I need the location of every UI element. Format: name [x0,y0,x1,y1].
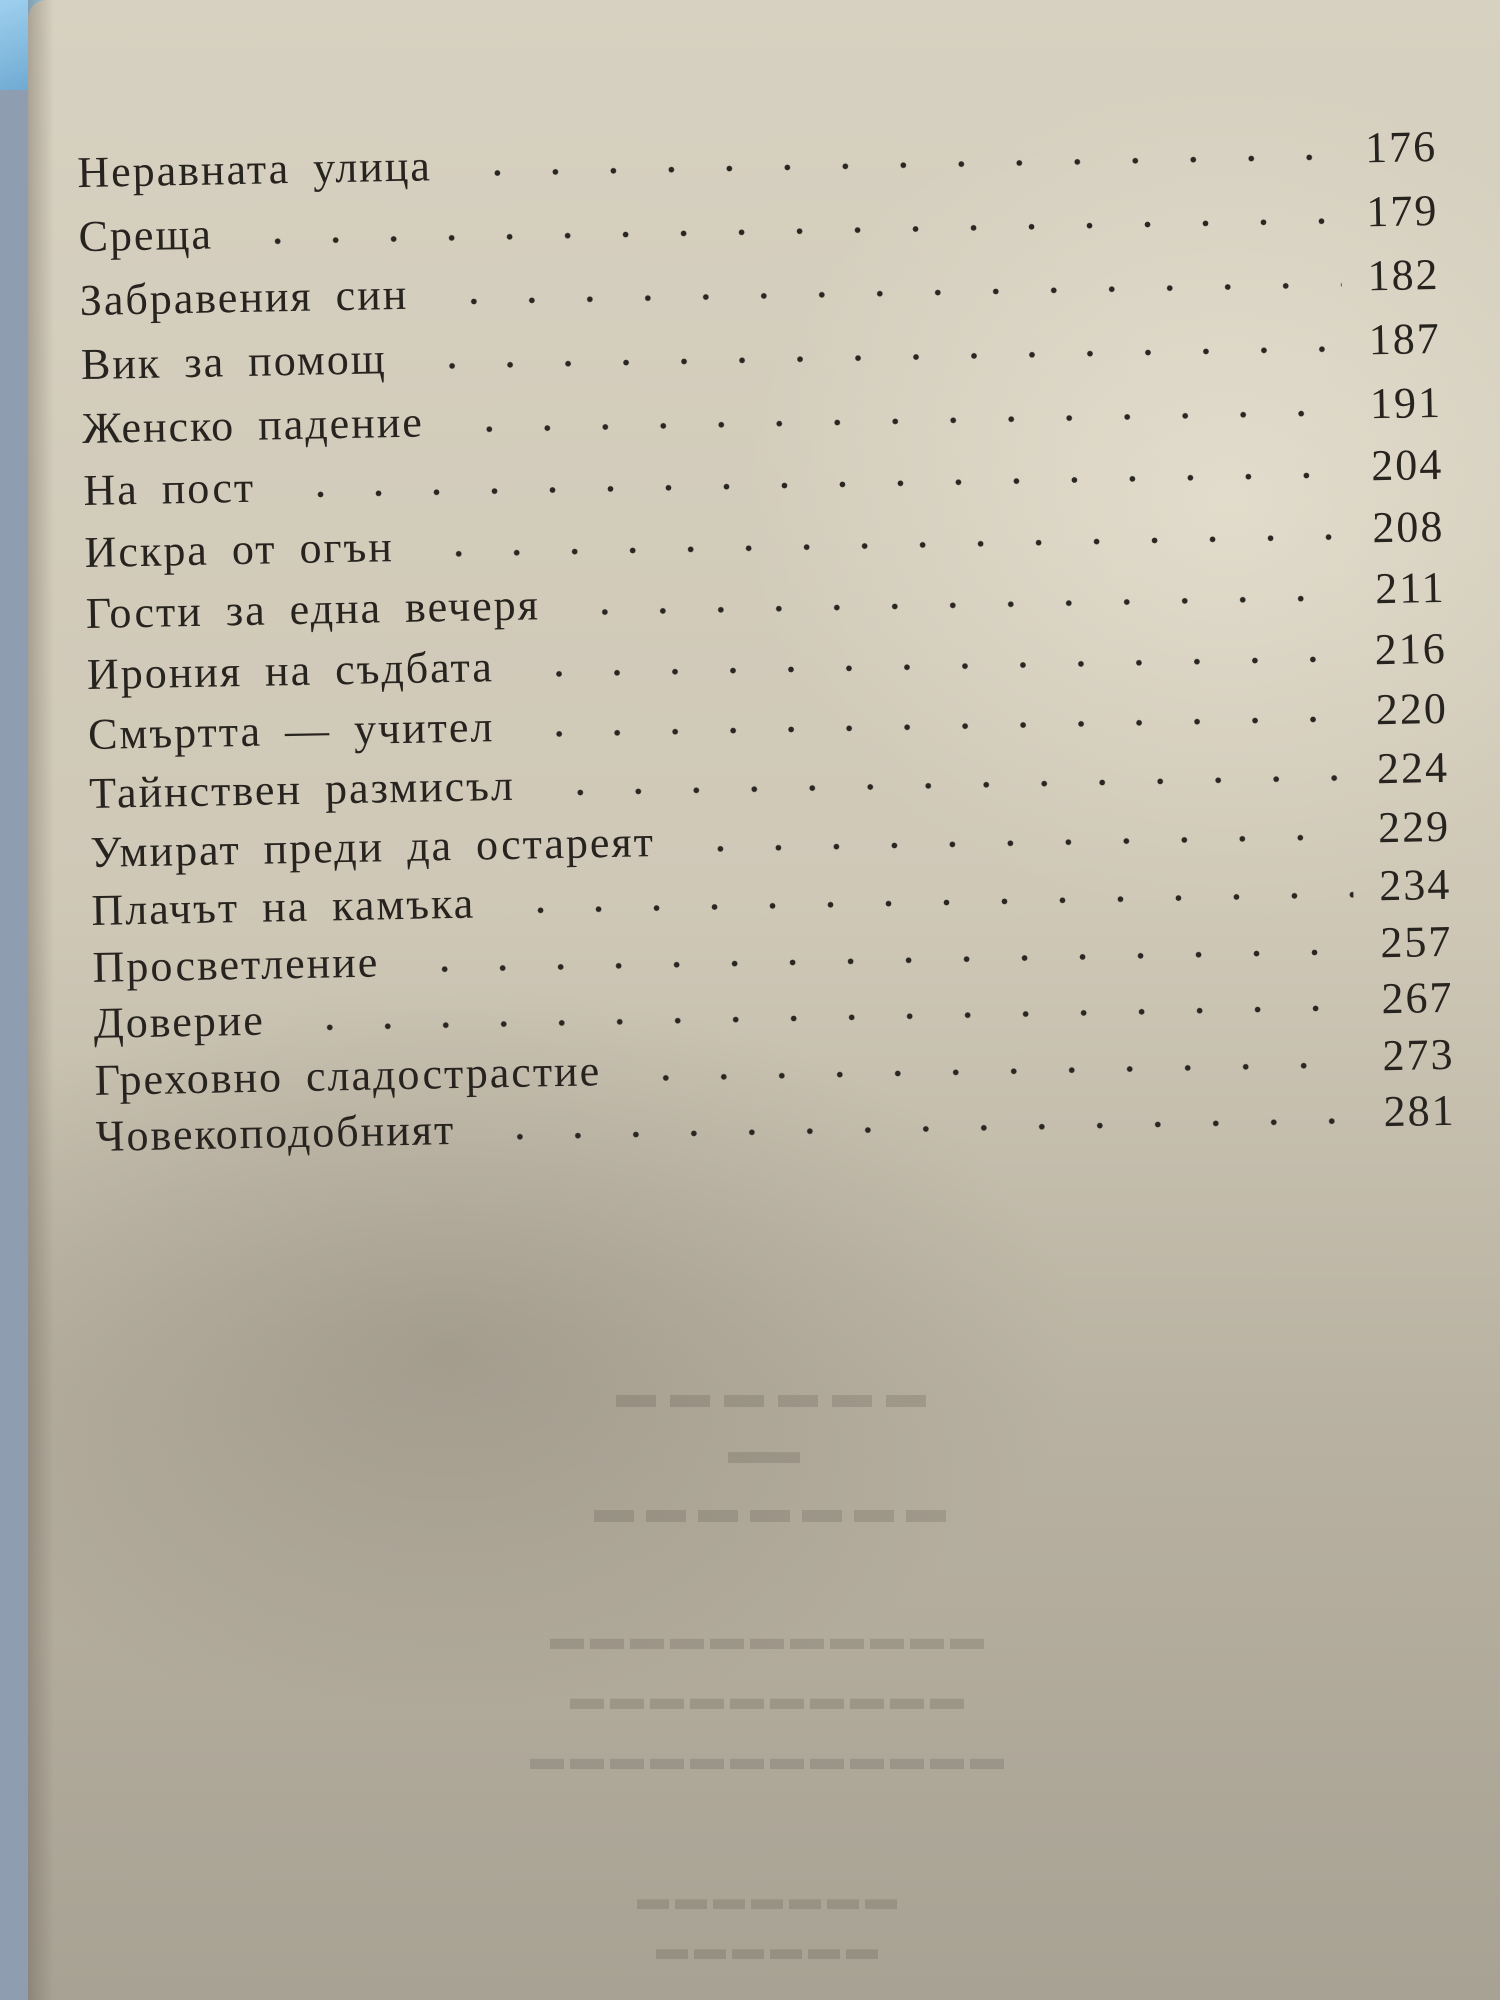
toc-entry-title: Греховно сладострастие [94,1046,602,1105]
toc-dot-leader [301,1002,1356,1034]
toc-entry-page: 204 [1370,439,1444,491]
toc-entry-page: 216 [1374,623,1448,675]
toc-dot-leader [249,215,1341,248]
toc-entry [82,377,1443,453]
toc-dot-leader [530,653,1349,681]
toc-entry-title: Неравната улица [76,141,433,198]
toc-entry-page: 224 [1376,742,1450,794]
toc-entry-page: 273 [1382,1029,1455,1081]
toc-entry-page: 176 [1364,121,1438,173]
toc-dot-leader [530,713,1350,741]
book-page [28,0,1500,2000]
toc-dot-leader [423,343,1343,373]
toc-entry-title: Гости за една вечеря [85,580,541,638]
toc-entry-title: Искра от огън [84,522,395,578]
toc-dot-leader [468,151,1340,180]
table-of-contents [28,0,1500,1200]
toc-entry-title: Плачът на камъка [91,878,476,935]
toc-entry [79,249,1440,325]
toc-dot-leader [551,772,1351,799]
toc-entry [81,313,1442,389]
toc-entry-title: Ирония на съдбата [86,642,495,699]
toc-dot-leader [511,889,1353,917]
toc-entry-page: 267 [1380,972,1454,1024]
toc-entry-title: Забравения син [79,269,409,326]
toc-dot-leader [637,1059,1357,1085]
toc-entry-page: 208 [1371,501,1445,553]
toc-entry-page: 211 [1374,562,1447,614]
toc-entry-title: Човекоподобният [95,1105,456,1161]
toc-entry-page: 257 [1379,916,1453,968]
toc-entry-page: 182 [1367,249,1440,301]
toc-entry-title: Просветление [92,937,380,992]
toc-entry-title: Умират преди да остареят [89,817,656,877]
toc-dot-leader [444,279,1342,308]
toc-entry-page: 229 [1377,801,1451,853]
toc-dot-leader [430,531,1347,561]
toc-entry-title: Доверие [93,995,266,1048]
toc-entry-page: 191 [1369,377,1443,429]
toc-entry [78,185,1439,261]
toc-entry-title: Тайнствен размисъл [88,760,516,818]
toc-dot-leader [291,469,1345,501]
toc-entry-title: Среща [78,209,214,262]
toc-entry-title: Женско падение [81,397,425,454]
toc-dot-leader [415,946,1354,976]
toc-dot-leader [691,831,1353,856]
toc-entry-page: 187 [1368,313,1442,365]
toc-entry-page: 179 [1365,185,1439,237]
toc-entry-title: На пост [82,462,256,516]
toc-dot-leader [491,1115,1358,1144]
toc-entry-page: 281 [1383,1085,1457,1137]
toc-dot-leader [576,592,1348,619]
toc-entry [77,121,1438,197]
toc-entry-title: Вик за помощ [80,334,388,390]
toc-entry-page: 220 [1375,683,1449,735]
toc-entry-page: 234 [1378,859,1452,911]
reverse-side-bleed-through: ▬▬▬▬▬▬ ▬▬ ▬▬▬▬▬▬▬ ▬▬▬▬▬▬▬▬▬▬▬ ▬▬▬▬▬▬▬▬▬▬ ▬▬▬▬▬▬▬▬▬▬▬▬ ▬▬▬▬▬▬▬ ▬▬▬▬▬▬ [524,1371,1004,1966]
toc-dot-leader [460,407,1345,436]
toc-entry [83,439,1444,515]
toc-entry-title: Смъртта — учител [87,702,495,759]
